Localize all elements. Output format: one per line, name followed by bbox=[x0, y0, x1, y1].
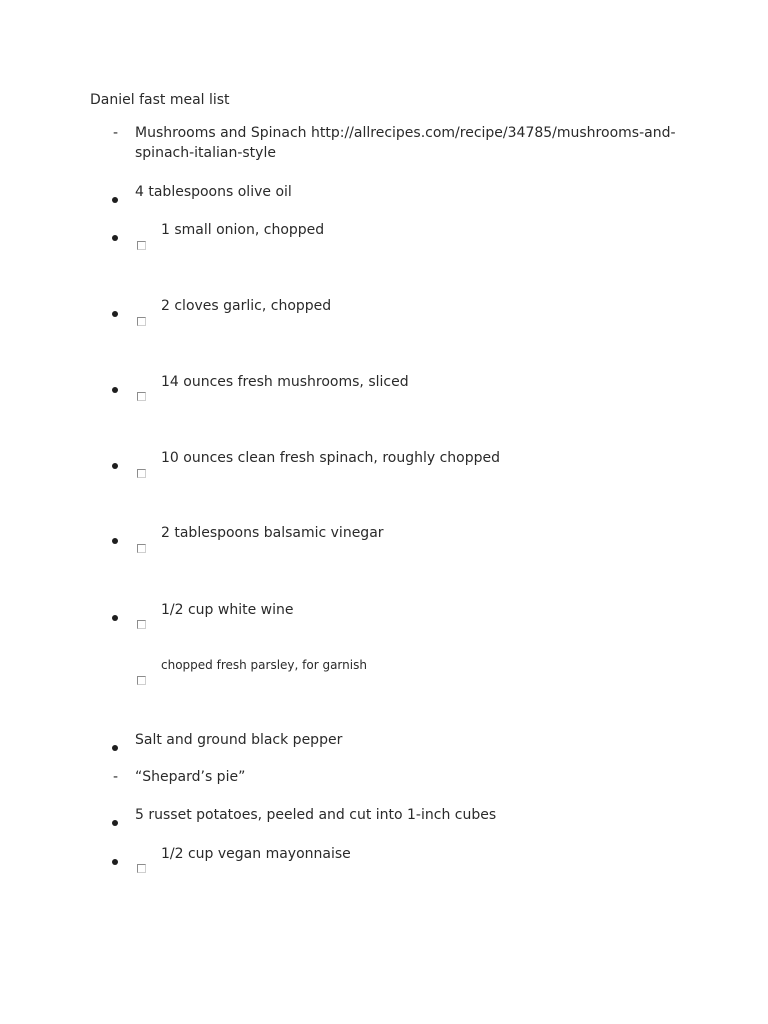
bullet-icon bbox=[112, 227, 118, 247]
ingredient-text: Salt and ground black pepper bbox=[135, 732, 343, 748]
bullet-icon bbox=[112, 530, 118, 550]
bullet-icon bbox=[112, 737, 118, 757]
bullet-icon bbox=[112, 189, 118, 209]
ingredient-text: 4 tablespoons olive oil bbox=[135, 184, 292, 200]
recipe-heading-shepards-pie: “Shepard’s pie” bbox=[135, 769, 246, 785]
bullet-icon bbox=[112, 851, 118, 871]
ingredient-text: 5 russet potatoes, peeled and cut into 1-inch cubes bbox=[135, 807, 497, 823]
recipe-heading-mushrooms-spinach: Mushrooms and Spinach http://allrecipes.com/recipe/34785/mushrooms-and-spinach-italian-style bbox=[135, 125, 676, 161]
checkbox-icon[interactable] bbox=[137, 241, 146, 250]
checkbox-icon[interactable] bbox=[137, 469, 146, 478]
bullet-icon bbox=[112, 812, 118, 832]
bullet-icon bbox=[112, 303, 118, 323]
document-title: Daniel fast meal list bbox=[90, 92, 230, 108]
bullet-icon bbox=[112, 607, 118, 627]
dash-marker: - bbox=[113, 769, 119, 785]
ingredient-text: 2 tablespoons balsamic vinegar bbox=[161, 525, 384, 541]
checkbox-icon[interactable] bbox=[137, 392, 146, 401]
checkbox-icon[interactable] bbox=[137, 676, 146, 685]
checkbox-icon[interactable] bbox=[137, 317, 146, 326]
checkbox-icon[interactable] bbox=[137, 864, 146, 873]
ingredient-text: chopped fresh parsley, for garnish bbox=[161, 658, 367, 672]
ingredient-text: 1/2 cup vegan mayonnaise bbox=[161, 846, 351, 862]
bullet-icon bbox=[112, 379, 118, 399]
ingredient-text: 1/2 cup white wine bbox=[161, 602, 294, 618]
checkbox-icon[interactable] bbox=[137, 620, 146, 629]
dash-marker: - bbox=[113, 125, 119, 141]
bullet-icon bbox=[112, 455, 118, 475]
ingredient-text: 14 ounces fresh mushrooms, sliced bbox=[161, 374, 409, 390]
ingredient-text: 2 cloves garlic, chopped bbox=[161, 298, 332, 314]
ingredient-text: 10 ounces clean fresh spinach, roughly chopped bbox=[161, 450, 501, 466]
checkbox-icon[interactable] bbox=[137, 544, 146, 553]
ingredient-text: 1 small onion, chopped bbox=[161, 222, 325, 238]
